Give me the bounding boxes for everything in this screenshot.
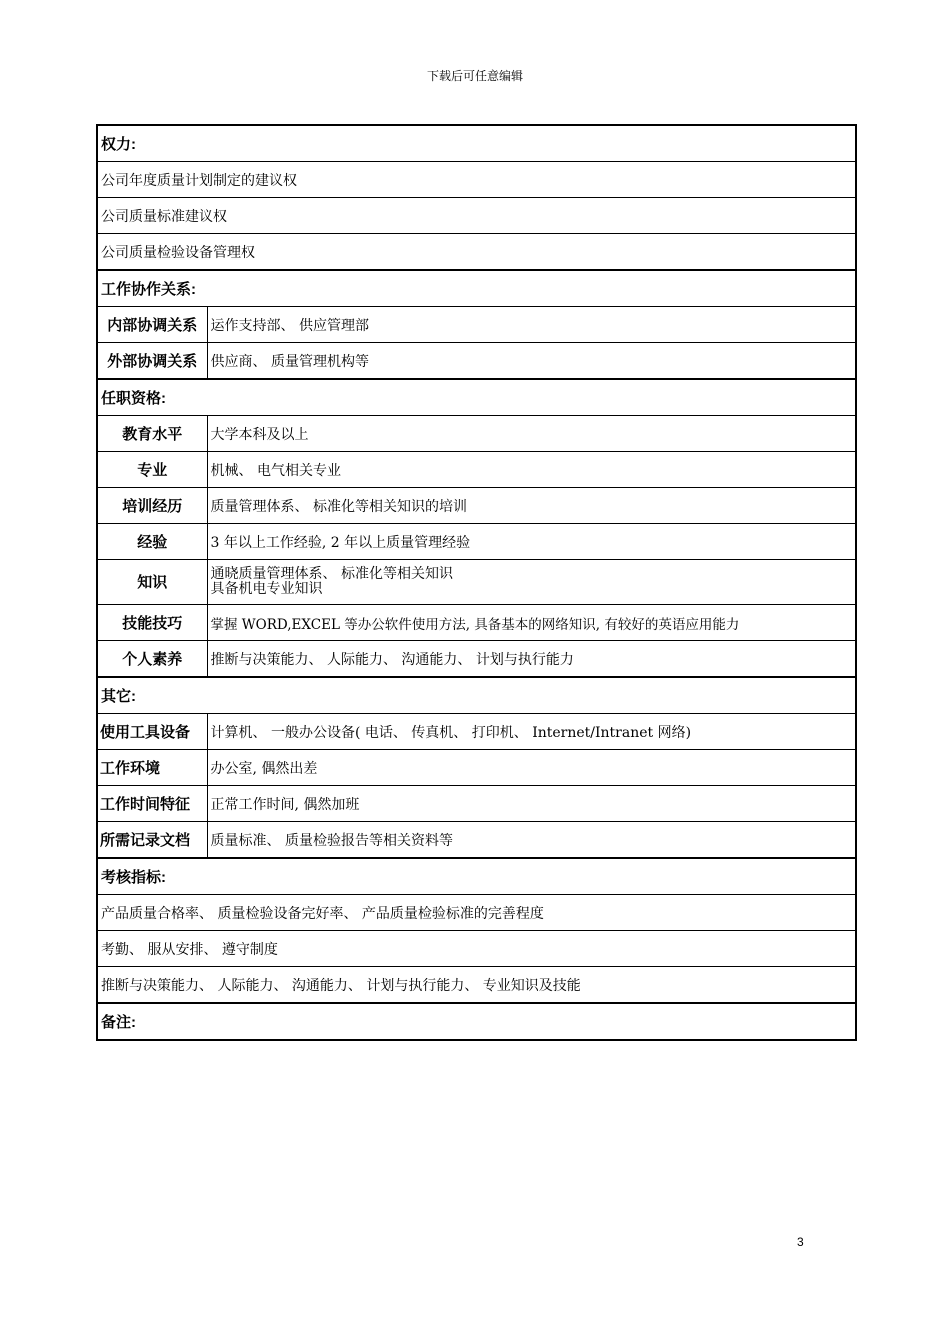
assessment-item: 产品质量合格率、 质量检验设备完好率、 产品质量检验标准的完善程度 [97,895,856,931]
header-note: 下载后可任意编辑 [426,69,523,83]
table-row [97,343,856,380]
row-label: 使用工具设备 [97,714,207,750]
table-row [97,488,856,524]
row-value: 供应商、 质量管理机构等 [207,343,856,380]
row-value-line: 具备机电专业知识 [210,581,323,597]
job-description-table [96,124,857,1041]
row-label: 外部协调关系 [97,343,207,380]
authority-item: 公司质量标准建议权 [97,198,856,234]
row-value: 质量管理体系、 标准化等相关知识的培训 [207,488,856,524]
row-value: 3 年以上工作经验, 2 年以上质量管理经验 [207,524,856,560]
table-row [97,307,856,343]
row-label: 所需记录文档 [97,822,207,859]
section-header-authority [97,125,856,162]
row-value: 运作支持部、 供应管理部 [207,307,856,343]
section-title: 考核指标: [97,858,856,895]
list-item [97,234,856,271]
row-value-line: 通晓质量管理体系、 标准化等相关知识 [210,566,453,582]
row-value: 推断与决策能力、 人际能力、 沟通能力、 计划与执行能力 [207,641,856,678]
section-title: 任职资格: [97,379,856,416]
section-header-other [97,677,856,714]
row-value: 掌握 WORD,EXCEL 等办公软件使用方法, 具备基本的网络知识, 有较好的英语应用能力 [207,605,856,641]
row-value: 机械、 电气相关专业 [207,452,856,488]
row-label: 内部协调关系 [97,307,207,343]
authority-item: 公司质量检验设备管理权 [97,234,856,271]
page-number: 3 [797,1235,804,1249]
row-value: 办公室, 偶然出差 [207,750,856,786]
section-title: 权力: [97,125,856,162]
table-row [97,560,856,605]
row-label: 个人素养 [97,641,207,678]
row-label: 经验 [97,524,207,560]
row-value: 大学本科及以上 [207,416,856,452]
table-row [97,822,856,859]
section-header-remarks [97,1003,856,1040]
list-item [97,198,856,234]
row-label: 工作时间特征 [97,786,207,822]
section-header-assessment [97,858,856,895]
list-item [97,931,856,967]
row-label: 教育水平 [97,416,207,452]
row-value-multiline [207,560,856,605]
row-value: 质量标准、 质量检验报告等相关资料等 [207,822,856,859]
table-row [97,605,856,641]
row-value: 正常工作时间, 偶然加班 [207,786,856,822]
table-row [97,786,856,822]
row-label: 工作环境 [97,750,207,786]
row-value: 计算机、 一般办公设备( 电话、 传真机、 打印机、 Internet/Intranet 网络) [207,714,856,750]
table-row [97,714,856,750]
authority-item: 公司年度质量计划制定的建议权 [97,162,856,198]
assessment-item: 考勤、 服从安排、 遵守制度 [97,931,856,967]
assessment-item: 推断与决策能力、 人际能力、 沟通能力、 计划与执行能力、 专业知识及技能 [97,967,856,1004]
section-title: 其它: [97,677,856,714]
section-title: 工作协作关系: [97,270,856,307]
row-label: 知识 [97,560,207,605]
row-label: 培训经历 [97,488,207,524]
list-item [97,895,856,931]
section-title: 备注: [97,1003,856,1040]
list-item [97,162,856,198]
row-label: 技能技巧 [97,605,207,641]
list-item [97,967,856,1004]
table-row [97,452,856,488]
section-header-qualification [97,379,856,416]
section-header-cooperation [97,270,856,307]
table-row [97,641,856,678]
table-row [97,524,856,560]
table-row [97,416,856,452]
row-label: 专业 [97,452,207,488]
table-row [97,750,856,786]
